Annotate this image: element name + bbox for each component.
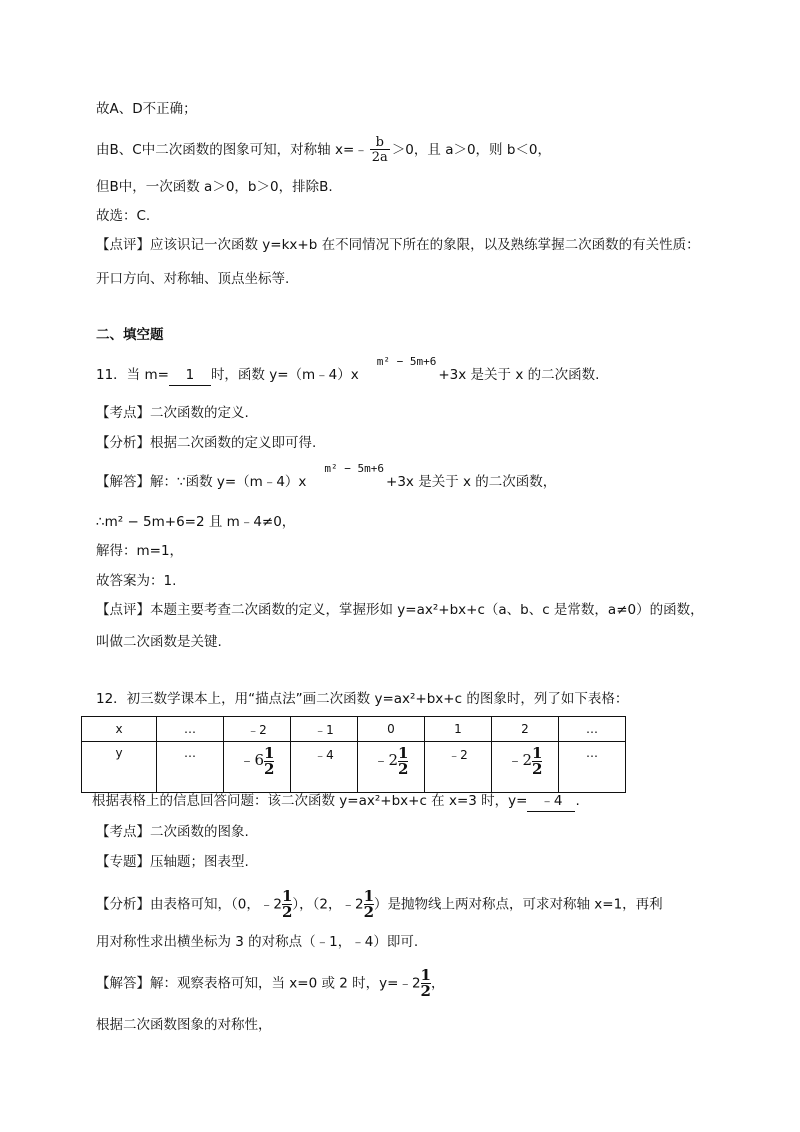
fraction-numerator: 1	[398, 744, 409, 762]
table-cell	[358, 742, 425, 793]
q11-stem-b: 时，函数 y=（m﹣4）x	[210, 367, 359, 383]
sol10-comment-cont: 开口方向、对称轴、顶点坐标等.	[96, 271, 290, 287]
q12-fenxi-a: 【分析】由表格可知，（0，﹣2	[96, 896, 282, 913]
fraction-numerator: 1	[363, 887, 374, 905]
q12-fenxi-cont: 用对称性求出横坐标为 3 的对称点（﹣1，﹣4）即可.	[96, 934, 419, 950]
q11-jieda-a: 【解答】解：∵函数 y=（m﹣4）x	[96, 474, 307, 490]
mixed-number-fraction	[264, 746, 274, 777]
q11-dianping: 【点评】本题主要考查二次函数的定义，掌握形如 y=ax²+bx+c（a、b、c 是常数，a≠0）的函数，	[96, 602, 704, 618]
table-row-x	[82, 717, 626, 742]
q11-kaodian: 【考点】二次函数的定义.	[96, 405, 249, 421]
fraction-denominator: 2	[420, 982, 431, 1000]
fraction-numerator: 1	[532, 744, 543, 762]
table-cell: y	[82, 742, 157, 793]
q11-dianping-cont: 叫做二次函数是关键.	[96, 634, 222, 650]
sol10-line1: 故A、D不正确；	[96, 101, 197, 117]
section-title: 二、填空题	[96, 327, 164, 343]
q11-step3: 故答案为：1.	[96, 573, 177, 589]
table-cell: …	[157, 717, 224, 742]
fraction-denominator: 2	[532, 760, 543, 778]
q12-jieda	[96, 968, 444, 999]
sol10-line3: 但B中，一次函数 a＞0，b＞0，排除B.	[96, 179, 333, 195]
q12-zhuanti: 【专题】压轴题；图表型.	[96, 854, 249, 870]
q11-jieda	[96, 462, 557, 493]
symmetry-axis-fraction	[370, 136, 390, 164]
sol10-comment: 【点评】应该识记一次函数 y=kx+b 在不同情况下所在的象限，以及熟练掌握二次函数的有关性质：	[96, 237, 700, 253]
q12-fenxi-b: ），（2，﹣2	[292, 896, 364, 913]
q12-jieda-b: ，	[430, 975, 445, 992]
q12-last-line: 根据二次函数图象的对称性，	[96, 1017, 272, 1033]
table-row-y	[82, 742, 626, 793]
value-table	[81, 716, 626, 793]
table-cell	[492, 742, 559, 793]
table-cell: …	[157, 742, 224, 793]
fraction-denominator: 2	[281, 903, 293, 921]
sol10-line2-a: 由B、C中二次函数的图象可知，对称轴 x=﹣	[96, 142, 368, 158]
mixed-number-whole: ﹣2	[507, 751, 533, 769]
half-fraction	[282, 889, 292, 920]
fraction-numerator: 1	[420, 966, 431, 984]
mixed-number-fraction	[532, 746, 542, 777]
table-cell: ﹣2	[425, 742, 492, 793]
fraction-numerator: 1	[281, 887, 293, 905]
fraction-denominator: 2a	[371, 150, 388, 165]
table-cell: …	[559, 717, 626, 742]
q11-answer-blank: 1	[169, 365, 211, 386]
fraction-denominator: 2	[264, 760, 275, 778]
table-cell: ﹣4	[291, 742, 358, 793]
q11-stem-a: 11．当 m=	[96, 367, 169, 383]
table-cell	[224, 742, 291, 793]
table-cell: 2	[492, 717, 559, 742]
q11-exponent: m² − 5m+6	[376, 355, 437, 368]
q12-fenxi-c: ）是抛物线上两对称点，可求对称轴 x=1，再利	[374, 896, 663, 913]
q11-jieda-b: +3x 是关于 x 的二次函数，	[386, 474, 557, 490]
q11-step2: 解得：m=1，	[96, 543, 184, 559]
fraction-denominator: 2	[363, 903, 374, 921]
mixed-number-fraction	[398, 746, 408, 777]
table-cell: …	[559, 742, 626, 793]
table-cell: 0	[358, 717, 425, 742]
half-fraction	[421, 968, 431, 999]
sol10-line4: 故选：C.	[96, 208, 151, 224]
fraction-numerator: 1	[264, 744, 275, 762]
q12-answer-blank: ﹣4	[527, 791, 575, 812]
mixed-number-whole: ﹣2	[373, 751, 399, 769]
table-cell: ﹣2	[224, 717, 291, 742]
q12-kaodian: 【考点】二次函数的图象.	[96, 824, 249, 840]
table-cell: x	[82, 717, 157, 742]
q11-stem	[96, 355, 600, 386]
table-cell: ﹣1	[291, 717, 358, 742]
fraction-denominator: 2	[398, 760, 409, 778]
q12-stem: 12．初三数学课本上，用“描点法”画二次函数 y=ax²+bx+c 的图象时，列了如下表格：	[96, 691, 629, 707]
q12-fenxi	[96, 889, 663, 920]
table-cell: 1	[425, 717, 492, 742]
sol10-line2	[96, 136, 551, 164]
half-fraction	[364, 889, 374, 920]
q11-step1: ∴m² − 5m+6=2 且 m﹣4≠0，	[96, 514, 296, 530]
q11-jieda-exponent: m² − 5m+6	[324, 462, 385, 475]
fraction-numerator: b	[375, 135, 384, 150]
sol10-line2-b: ＞0，且 a＞0，则 b＜0，	[391, 142, 552, 158]
q12-jieda-a: 【解答】解：观察表格可知，当 x=0 或 2 时，y=﹣2	[96, 975, 421, 992]
q11-stem-c: +3x 是关于 x 的二次函数.	[438, 367, 600, 383]
q12-question-a: 根据表格上的信息回答问题：该二次函数 y=ax²+bx+c 在 x=3 时，y=	[92, 793, 528, 809]
q12-question-b: .	[575, 793, 580, 809]
q11-fenxi: 【分析】根据二次函数的定义即可得.	[96, 435, 317, 451]
mixed-number-whole: ﹣6	[239, 751, 265, 769]
q12-question	[92, 791, 580, 812]
